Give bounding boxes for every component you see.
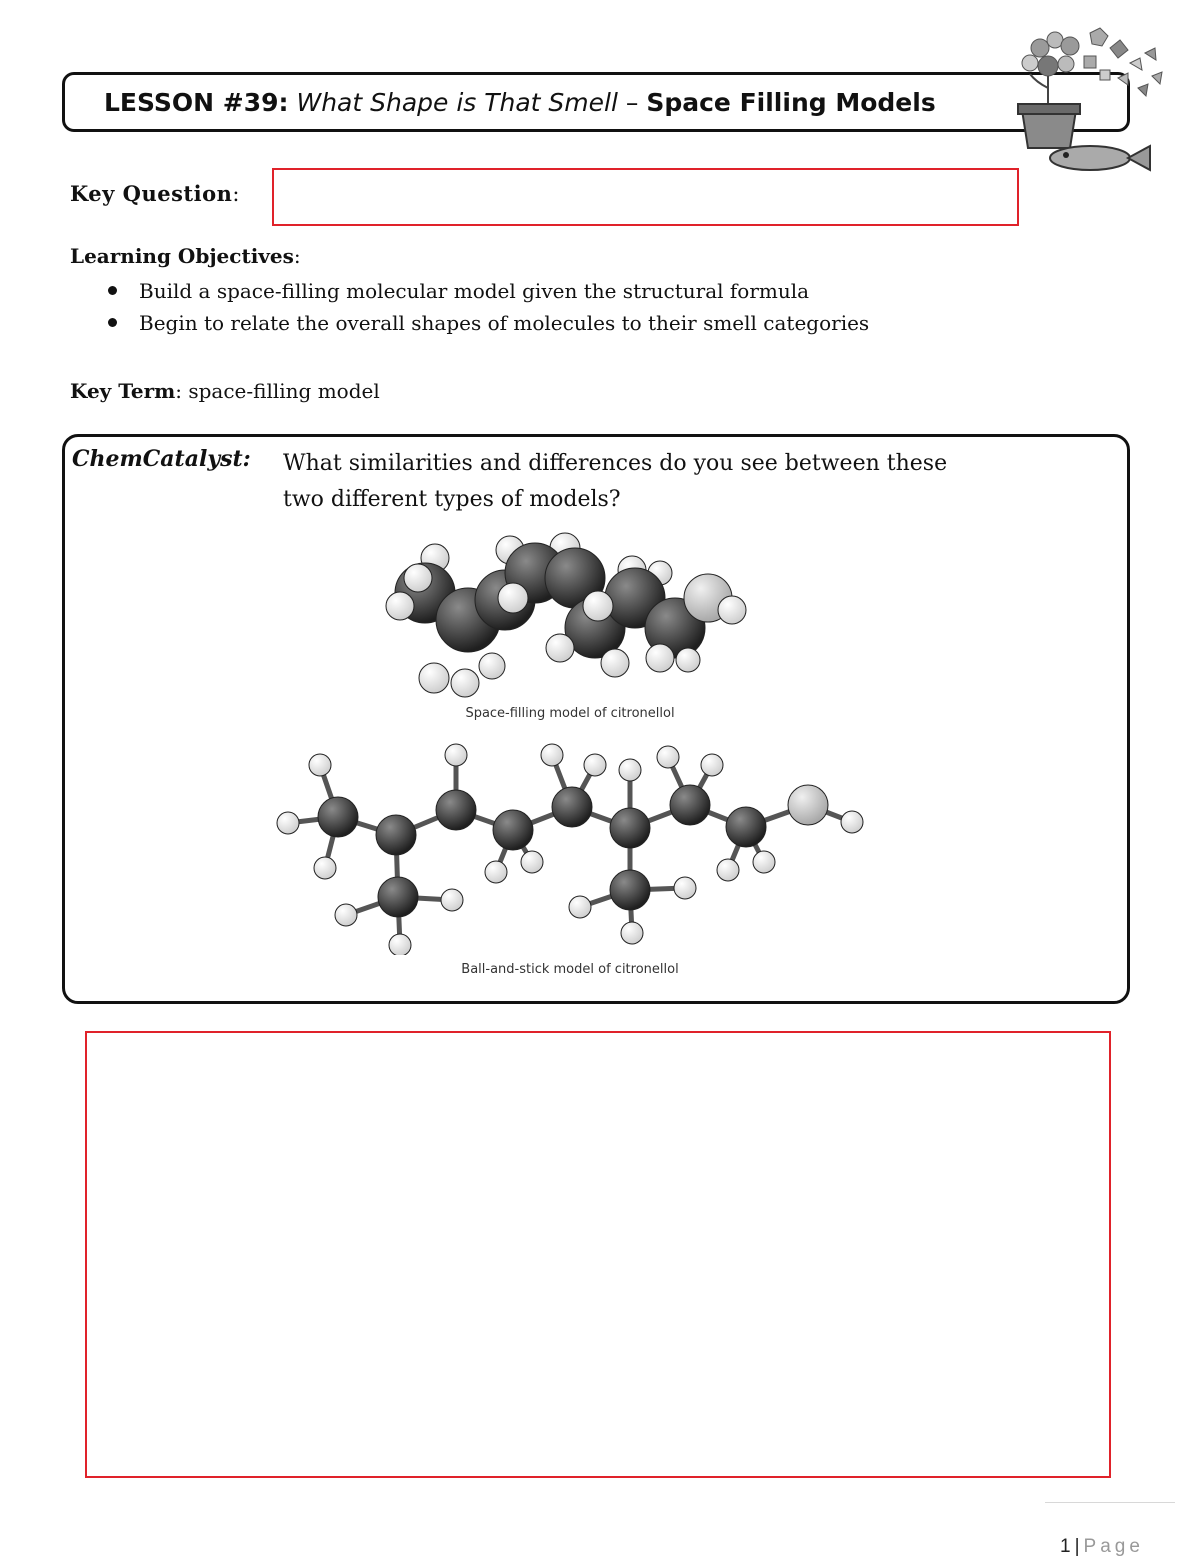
space-filling-model-image [370, 528, 770, 703]
lesson-topic: Space Filling Models [646, 88, 936, 117]
bullet-icon [108, 286, 117, 295]
footer-divider [1045, 1502, 1175, 1503]
page-number: 1 [1060, 1536, 1071, 1557]
key-question-answer-field[interactable] [272, 168, 1019, 226]
ball-and-stick-model-image [270, 735, 880, 955]
key-question-label: Key Question: [70, 181, 240, 206]
key-term: Key Term: space-filling model [70, 379, 380, 403]
learning-objectives-heading: Learning Objectives: [70, 244, 301, 268]
objective-item: Build a space-filling molecular model given the structural formula [108, 279, 809, 303]
lesson-subtitle: What Shape is That Smell [296, 88, 618, 117]
title-dash: – [617, 88, 647, 117]
space-filling-caption: Space-filling model of citronellol [465, 706, 675, 721]
bullet-icon [108, 318, 117, 327]
footer-separator: | [1074, 1536, 1080, 1557]
chem-catalyst-label: ChemCatalyst: [72, 446, 251, 472]
lesson-number: LESSON #39: [104, 88, 289, 117]
chem-catalyst-question: What similarities and differences do you see between these two different types of models? [283, 451, 948, 512]
corner-decoration-icon [1000, 18, 1178, 178]
lesson-title [104, 88, 936, 117]
page-footer [1060, 1536, 1144, 1558]
page-label: Page [1083, 1536, 1144, 1557]
ball-and-stick-caption: Ball-and-stick model of citronellol [461, 962, 679, 977]
chem-catalyst-answer-field[interactable] [85, 1031, 1111, 1478]
objective-item: Begin to relate the overall shapes of molecules to their smell categories [108, 311, 869, 335]
